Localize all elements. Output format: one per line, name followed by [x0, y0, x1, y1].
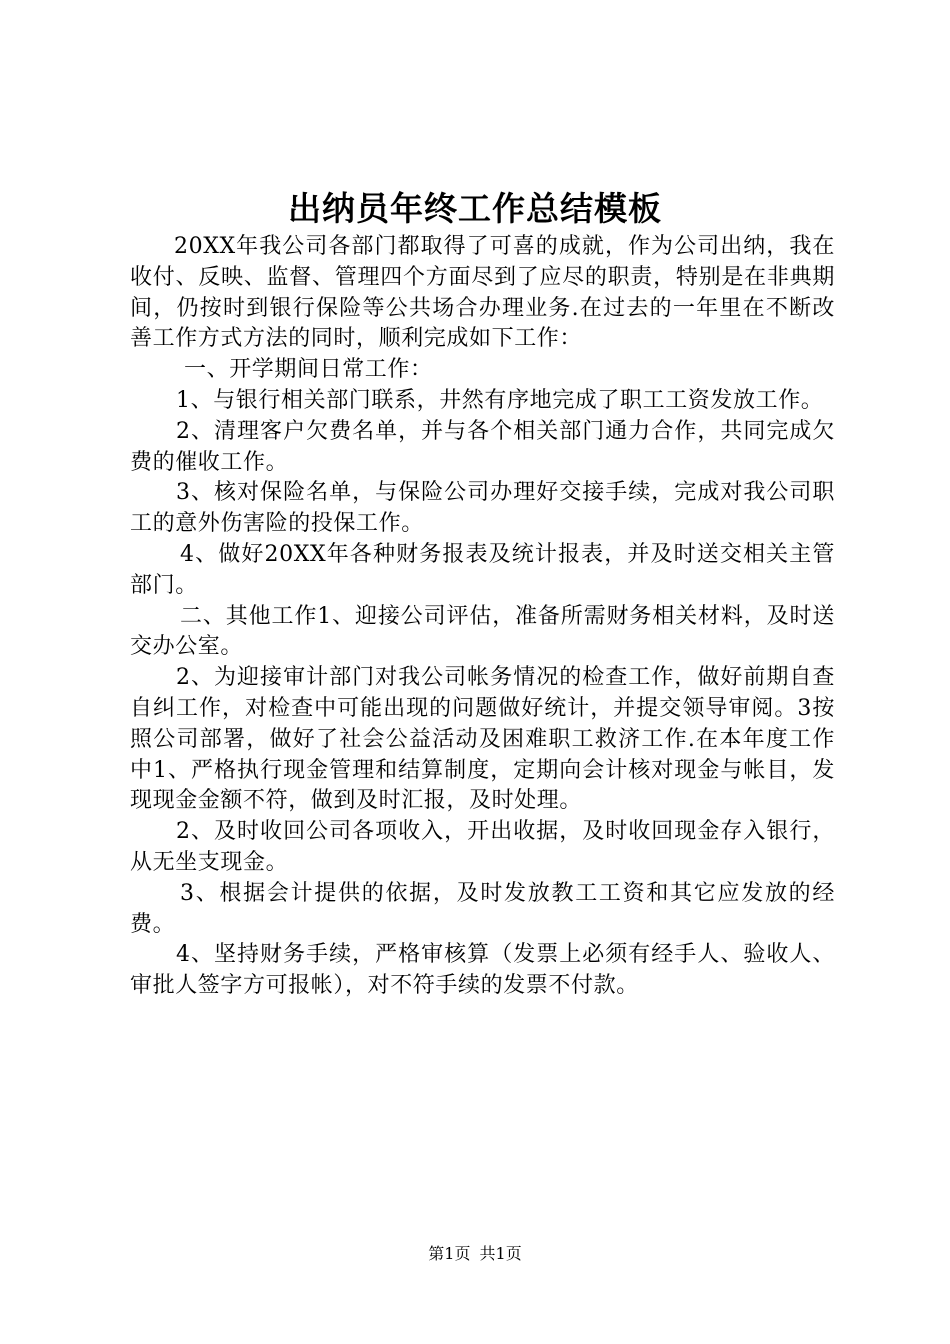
paragraph-intro: 20XX年我公司各部门都取得了可喜的成就，作为公司出纳，我在收付、反映、监督、管理四个方面尽到了应尽的职责，特别是在非典期间，仍按时到银行保险等公共场合办理业务.在过去的一年里在不断改善工作方式方法的同时，顺利完成如下工作：	[130, 234, 835, 352]
paragraph-item: 1、与银行相关部门联系，井然有序地完成了职工工资发放工作。	[176, 387, 824, 413]
paragraph-section-1-heading: 一、开学期间日常工作：	[184, 357, 433, 383]
paragraph-section-2: 二、其他工作1、迎接公司评估，准备所需财务相关材料，及时送交办公室。	[130, 603, 835, 660]
paragraph-item: 4、坚持财务手续，严格审核算（发票上必须有经手人、验收人、审批人签字方可报帐），对不符手续的发票不付款。	[130, 942, 835, 999]
page-footer	[0, 1243, 950, 1265]
paragraph-item: 4、做好20XX年各种财务报表及统计报表，并及时送交相关主管部门。	[130, 541, 835, 598]
document-title: 出纳员年终工作总结模板	[288, 189, 662, 228]
paragraph-item: 2、清理客户欠费名单，并与各个相关部门通力合作，共同完成欠费的催收工作。	[130, 418, 835, 475]
paragraph-item: 3、根据会计提供的依据，及时发放教工工资和其它应发放的经费。	[130, 880, 835, 937]
document-body	[130, 232, 835, 1002]
paragraph-item: 2、及时收回公司各项收入，开出收据，及时收回现金存入银行，从无坐支现金。	[130, 819, 835, 875]
paragraph-item: 3、核对保险名单，与保险公司办理好交接手续，完成对我公司职工的意外伤害险的投保工作。	[130, 480, 835, 537]
page-total: 共1页	[479, 1244, 522, 1263]
page-number: 第1页	[428, 1244, 471, 1263]
paragraph-item: 2、为迎接审计部门对我公司帐务情况的检查工作，做好前期自查自纠工作，对检查中可能出现的问题做好统计，并提交领导审阅。3按照公司部署，做好了社会公益活动及困难职工救济工作.在本年度工作中1、严格执行现金管理和结算制度，定期向会计核对现金与帐目，发现现金金额不符，做到及时汇报，及时处理。	[130, 665, 835, 814]
